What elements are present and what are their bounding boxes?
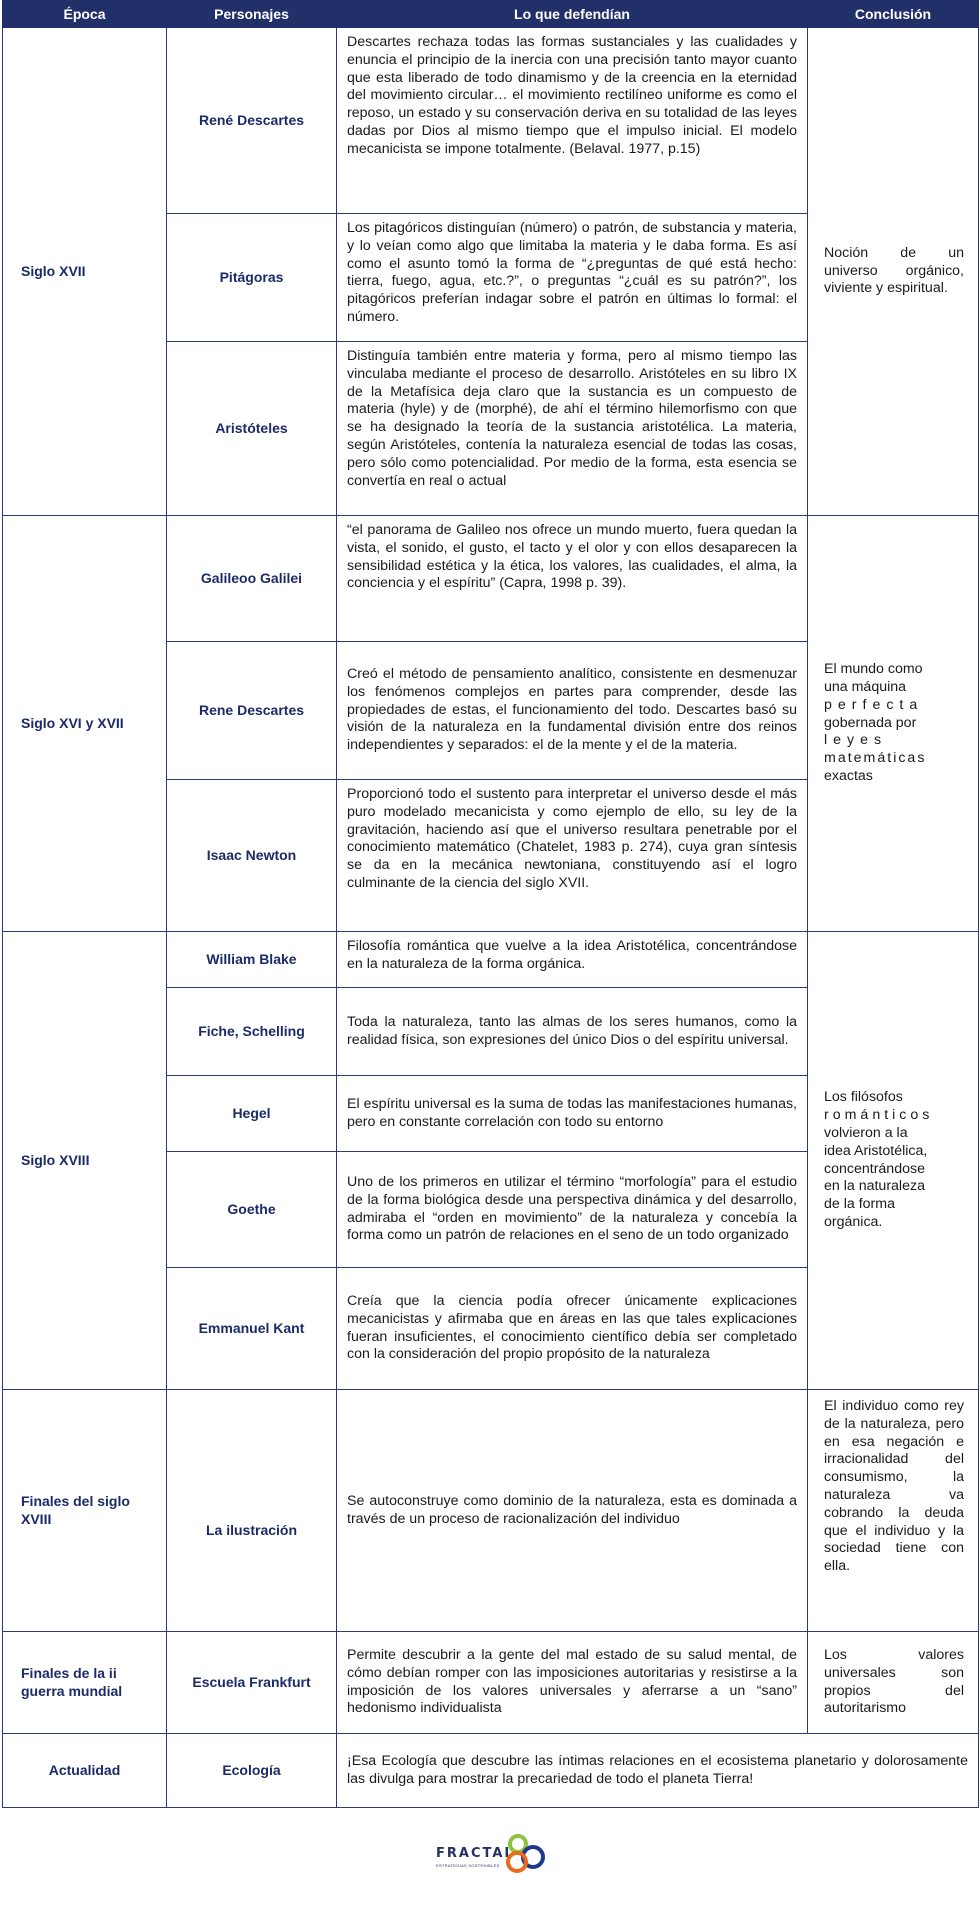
person-cell: Aristóteles: [167, 342, 337, 516]
description-cell: ¡Esa Ecología que descubre las íntimas relaciones en el ecosistema planetario y dolorosamente las divulga para mostrar la precariedad de todo el planeta Tierra!: [337, 1734, 979, 1808]
person-cell: Goethe: [167, 1152, 337, 1268]
header-row: [3, 1, 979, 28]
person-cell: La ilustración: [167, 1390, 337, 1632]
description-cell: Filosofía romántica que vuelve a la idea Aristotélica, concentrándose en la naturaleza de la forma orgánica.: [337, 932, 808, 988]
description-cell: Distinguía también entre materia y forma, pero al mismo tiempo las vinculaba mediante el proceso de desarrollo. Aristóteles en su libro IX de la Metafísica deja claro que la sustancia es un compuesto de materia (hyle) y de (morphé), de ahí el término hilemorfismo con que se ha designado la teoría de la sustancia aristotélica. La materia, según Aristóteles, contenía la naturaleza esencial de todas las cosas, pero sólo como potencialidad. Por medio de la forma, esta esencia se convertía en real o actual: [337, 342, 808, 516]
conclusion-line: volvieron a la: [824, 1124, 908, 1141]
header-personajes: Personajes: [167, 1, 337, 28]
description-cell: Los pitagóricos distinguían (número) o patrón, de substancia y materia, y lo veían como algo que limitaba la materia y le daba forma. Es así como el asunto tomó la forma de “¿preguntas de qué está hecho: tierra, fuego, agua, etc.?”, o preguntas “¿cuál es su patrón?”, los pitagóricos preferían indagar sobre el patrón en últimas lo formal: el número.: [337, 214, 808, 342]
fractal-logo: [436, 1833, 546, 1875]
conclusion-line: en la naturaleza: [824, 1178, 925, 1195]
header-lo-que-defendian: Lo que defendían: [337, 1, 808, 28]
conclusion-line: románticos: [824, 1107, 934, 1124]
conclusion-cell: El individuo como rey de la naturaleza, pero en esa negación e irracionalidad del consumismo, la naturaleza va cobrando la deuda que el individuo y la sociedad tiene con ella.: [808, 1390, 979, 1632]
table-row: [3, 932, 979, 988]
description-cell: Toda la naturaleza, tanto las almas de los seres humanos, como la realidad física, son expresiones del único Dios o del espíritu universal.: [337, 988, 808, 1076]
fractal-logo-icon: [502, 1833, 546, 1875]
person-cell: Escuela Frankfurt: [167, 1632, 337, 1734]
era-cell: Siglo XVI y XVII: [3, 516, 167, 932]
conclusion-line: de la forma: [824, 1196, 895, 1213]
conclusion-line: leyes: [824, 732, 888, 749]
table-row: [3, 516, 979, 642]
table-row: [3, 1734, 979, 1808]
person-cell: Emmanuel Kant: [167, 1268, 337, 1390]
header-conclusion: Conclusión: [808, 1, 979, 28]
description-cell: Uno de los primeros en utilizar el término “morfología” para el estudio de la forma biológica desde una perspectiva dinámica y del desarrollo, admiraba el “orden en movimiento” de la naturaleza y concebía la forma como un patrón de relaciones en el seno de un todo organizado: [337, 1152, 808, 1268]
person-cell: Isaac Newton: [167, 780, 337, 932]
header-epoca: Época: [3, 1, 167, 28]
table-row: [3, 1632, 979, 1734]
logo-tagline: ESTRATEGIAS SOSTENIBLES: [436, 1863, 500, 1868]
description-cell: Permite descubrir a la gente del mal estado de su salud mental, de cómo debían romper con las imposiciones autoritarias y resistirse a la imposición de los valores universales y aferrarse a un “sano” hedonismo individualista: [337, 1632, 808, 1734]
conclusion-line: perfecta: [824, 696, 924, 713]
conclusion-line: El mundo como: [824, 661, 923, 678]
description-cell: El espíritu universal es la suma de todas las manifestaciones humanas, pero en constante correlación con todo su entorno: [337, 1076, 808, 1152]
description-cell: Se autoconstruye como dominio de la naturaleza, esta es dominada a través de un proceso de racionalización del individuo: [337, 1390, 808, 1632]
person-cell: Fiche, Schelling: [167, 988, 337, 1076]
table-row: [3, 1390, 979, 1632]
logo-wordmark: FRACTAL: [436, 1846, 515, 1861]
era-cell: Finales de la ii guerra mundial: [3, 1632, 167, 1734]
conclusion-cell: Los valores universales son propios del autoritarismo: [808, 1632, 979, 1734]
conclusion-line: idea Aristotélica,: [824, 1142, 928, 1159]
conclusion-line: exactas: [824, 767, 873, 784]
conclusion-line: orgánica.: [824, 1213, 883, 1230]
person-cell: Galileoo Galilei: [167, 516, 337, 642]
conclusion-line: una máquina: [824, 679, 907, 695]
description-cell: “el panorama de Galileo nos ofrece un mundo muerto, fuera quedan la vista, el sonido, el gusto, el tacto y el olor y con ellos desaparecen la sensibilidad estética y la ética, los valores, las cualidades, el alma, la conciencia y el espíritu” (Capra, 1998 p. 39).: [337, 516, 808, 642]
table-row: [3, 28, 979, 214]
conclusion-cell: [808, 516, 979, 932]
conclusion-line: matemáticas: [824, 750, 927, 767]
era-cell: Siglo XVIII: [3, 932, 167, 1390]
description-cell: Creó el método de pensamiento analítico, consistente en desmenuzar los fenómenos complejos en partes para comprender, desde las propiedades de estas, el funcionamiento del todo. Descartes basó su visión de la naturaleza en la fundamental división entre dos reinos independientes y separados: el de la mente y el de la materia.: [337, 642, 808, 780]
conclusion-line: Los filósofos: [824, 1089, 903, 1106]
comparison-table-wrapper: [2, 0, 978, 1808]
conclusion-line: concentrándose: [824, 1160, 925, 1177]
person-cell: Ecología: [167, 1734, 337, 1808]
person-cell: Pitágoras: [167, 214, 337, 342]
conclusion-cell: Noción de un universo orgánico, viviente y espiritual.: [808, 28, 979, 516]
era-cell: Actualidad: [3, 1734, 167, 1808]
person-cell: Rene Descartes: [167, 642, 337, 780]
description-cell: Descartes rechaza todas las formas sustanciales y las cualidades y enuncia el principio de la inercia con una precisión tanto mayor cuanto que esta liberado de todo dinamismo y de la creencia en la eternidad del movimiento circular… el movimiento rectilíneo uniforme es como el reposo, un estado y su conservación deriva en su totalidad de las leyes dadas por Dios al mismo tiempo que el impulso inicial. El modelo mecanicista se impone totalmente. (Belaval. 1977, p.15): [337, 28, 808, 214]
description-cell: Creía que la ciencia podía ofrecer únicamente explicaciones mecanicistas y afirmaba que en áreas en las que tales explicaciones fueran insuficientes, el conocimiento científico debía ser completado con la consideración del propio propósito de la naturaleza: [337, 1268, 808, 1390]
era-cell: Finales del siglo XVIII: [3, 1390, 167, 1632]
person-cell: René Descartes: [167, 28, 337, 214]
conclusion-line: gobernada por: [824, 714, 917, 731]
conclusion-cell: [808, 932, 979, 1390]
person-cell: Hegel: [167, 1076, 337, 1152]
era-cell: Siglo XVII: [3, 28, 167, 516]
philosophy-comparison-table: [2, 0, 979, 1808]
description-cell: Proporcionó todo el sustento para interpretar el universo desde el más puro modelado mecanicista y como ejemplo de ello, su ley de la gravitación, haciendo así que el universo resultara penetrable por el conocimiento matemático (Chatelet, 1983 p. 274), cuya gran síntesis se da en la mecánica newtoniana, constituyendo así el logro culminante de la ciencia del siglo XVII.: [337, 780, 808, 932]
person-cell: William Blake: [167, 932, 337, 988]
